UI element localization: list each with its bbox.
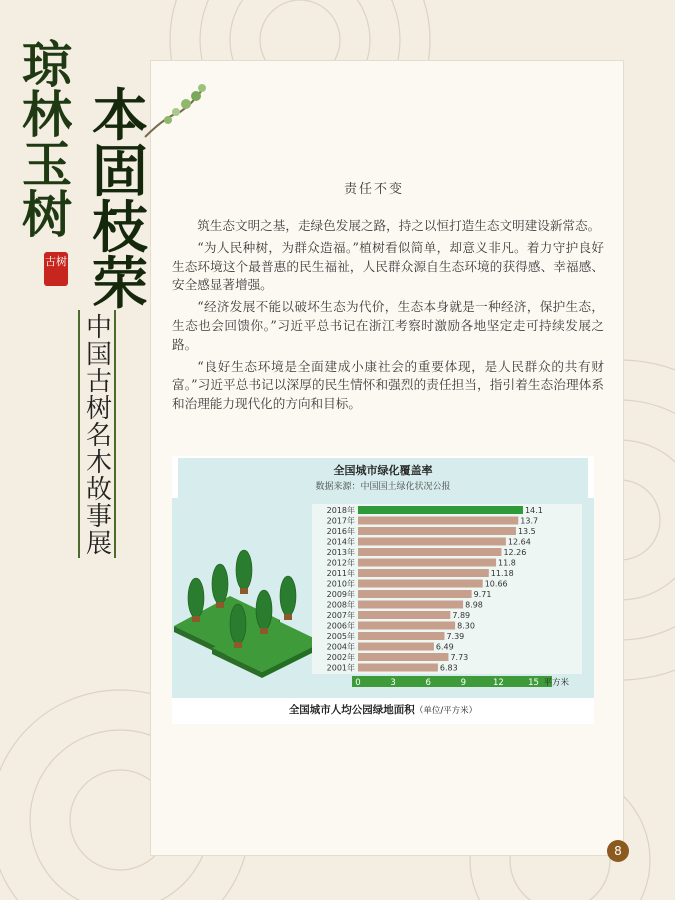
branch-illustration (140, 82, 210, 142)
paragraph: “为人民种树，为群众造福。”植树看似简单，却意义非凡。着力守护良好生态环境这个最普惠的民生福祉，人民群众源自生态环境的获得感、幸福感、安全感显著增强。 (172, 239, 604, 293)
bar-year-label: 2011年 (326, 569, 355, 578)
bar (358, 527, 516, 535)
bar-value-label: 13.5 (517, 527, 536, 536)
bar (358, 517, 518, 525)
chart-caption (172, 702, 594, 717)
bar-value-label: 8.98 (465, 600, 483, 610)
bar-year-label: 2004年 (326, 642, 355, 652)
bar-year-label: 2010年 (326, 579, 355, 589)
bar (358, 548, 501, 556)
bar-year-label: 2008年 (326, 600, 355, 610)
bar-year-label: 2001年 (326, 663, 355, 673)
chart-source: 数据来源：中国国土绿化状况公报 (315, 482, 451, 492)
bar-value-label: 14.1 (524, 506, 543, 515)
bar (358, 559, 496, 567)
bar (358, 611, 450, 619)
bar-value-label: 13.7 (520, 516, 539, 526)
seal-stamp: 古树 (44, 252, 68, 286)
chart-bars (312, 504, 582, 674)
paragraph: “良好生态环境是全面建成小康社会的重要体现，是人民群众的共有财富。”习近平总书记以深厚的民生情怀和强烈的责任担当，指引着生态治理体系和治理能力现代化的方向和目标。 (172, 358, 604, 412)
bar-year-label: 2009年 (326, 590, 355, 599)
chart-title: 全国城市绿化覆盖率 (333, 464, 433, 477)
x-tick-label: 6 (425, 678, 431, 688)
x-tick-label: 0 (355, 678, 361, 688)
bar (358, 632, 444, 640)
bar-value-label: 7.73 (450, 653, 469, 662)
bar (358, 622, 455, 630)
x-tick-label: 3 (390, 678, 396, 688)
bar-value-label: 11.8 (498, 558, 516, 568)
paragraph: “经济发展不能以破坏生态为代价，生态本身就是一种经济，保护生态，生态也会回馈你。”习近平总书记在浙江考察时激励各地坚定走可持续发展之路。 (172, 299, 604, 352)
chart-figure (172, 456, 594, 724)
bar-value-label: 8.30 (457, 621, 475, 631)
bar-year-label: 2007年 (326, 611, 355, 620)
bar-year-label: 2014年 (326, 537, 355, 547)
bar (358, 538, 506, 546)
bar-chart (172, 498, 594, 698)
bar (358, 580, 483, 588)
x-tick-label: 15 (528, 678, 539, 688)
x-tick-label: 12 (492, 678, 504, 688)
calligraphy-title-right: 本固枝荣 (92, 83, 148, 317)
bar (358, 590, 472, 598)
caption-text: 全国城市人均公园绿地面积 (288, 704, 415, 716)
section-title: 责任不变 (344, 182, 405, 197)
caption-unit: （单位/平方米） (414, 706, 478, 716)
article-body (172, 217, 604, 417)
bar-year-label: 2012年 (326, 558, 355, 568)
chart-header (178, 458, 588, 498)
bar (358, 664, 438, 672)
bar-value-label: 9.71 (473, 590, 492, 599)
calligraphy-title-left: 琼林玉树 (22, 35, 72, 244)
exhibition-title: 中国古树名木故事展 (78, 310, 116, 558)
page-number: 8 (607, 840, 629, 862)
bar-value-label: 10.66 (484, 579, 508, 589)
x-unit-label: 平方米 (543, 678, 570, 688)
bar-year-label: 2016年 (326, 527, 355, 536)
chart-axis (352, 676, 570, 688)
x-axis-band (352, 676, 552, 687)
bar-value-label: 7.39 (446, 632, 465, 641)
bar-year-label: 2013年 (326, 548, 355, 557)
bar (358, 506, 523, 514)
bar-value-label: 7.89 (452, 611, 471, 620)
bar (358, 569, 489, 577)
bar-year-label: 2017年 (326, 516, 355, 526)
bar-value-label: 11.18 (490, 569, 514, 578)
bar (358, 601, 463, 609)
bar-year-label: 2018年 (326, 506, 355, 515)
bar-year-label: 2006年 (326, 621, 355, 631)
bar (358, 653, 448, 661)
bar-year-label: 2005年 (326, 632, 355, 641)
bar-value-label: 12.64 (507, 537, 531, 547)
bar-value-label: 6.49 (435, 642, 454, 652)
bar-value-label: 12.26 (503, 548, 527, 557)
bar (358, 643, 434, 651)
bar-year-label: 2002年 (326, 653, 355, 662)
bar-value-label: 6.83 (439, 663, 458, 673)
paragraph: 筑生态文明之基，走绿色发展之路，持之以恒打造生态文明建设新常态。 (197, 218, 601, 233)
x-tick-label: 9 (460, 678, 467, 688)
